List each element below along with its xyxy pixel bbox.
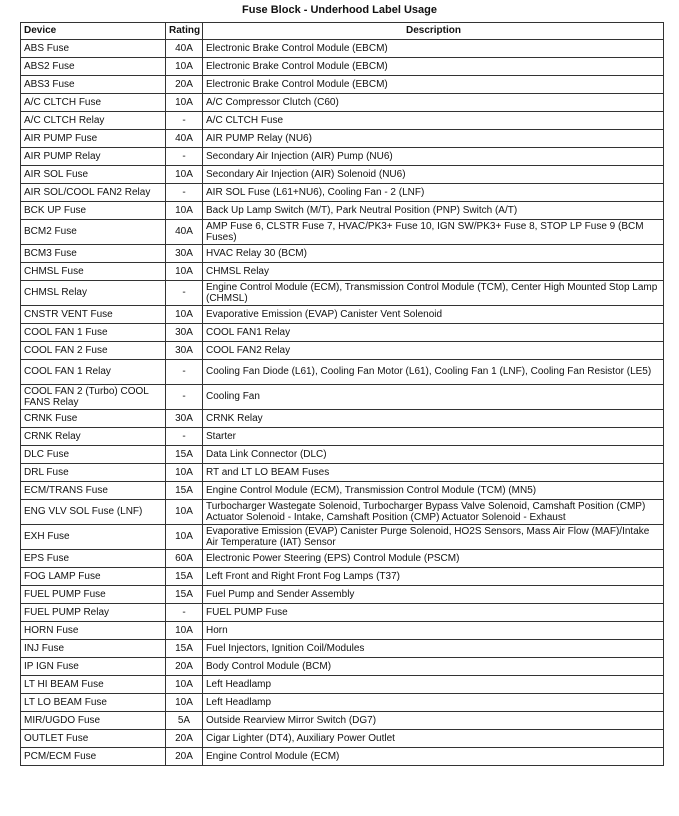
description-cell: Horn bbox=[203, 622, 664, 640]
description-cell: A/C Compressor Clutch (C60) bbox=[203, 94, 664, 112]
table-row bbox=[21, 446, 664, 464]
table-row bbox=[21, 730, 664, 748]
device-cell: COOL FAN 2 Fuse bbox=[21, 342, 166, 360]
rating-cell: - bbox=[166, 385, 203, 410]
column-header-description: Description bbox=[203, 23, 664, 40]
device-cell: ABS Fuse bbox=[21, 40, 166, 58]
device-cell: A/C CLTCH Fuse bbox=[21, 94, 166, 112]
rating-cell: - bbox=[166, 604, 203, 622]
description-cell: Secondary Air Injection (AIR) Pump (NU6) bbox=[203, 148, 664, 166]
fuse-table bbox=[20, 22, 664, 766]
device-cell: OUTLET Fuse bbox=[21, 730, 166, 748]
rating-cell: 20A bbox=[166, 748, 203, 766]
table-row bbox=[21, 586, 664, 604]
device-cell: EPS Fuse bbox=[21, 550, 166, 568]
table-row bbox=[21, 385, 664, 410]
device-cell: EXH Fuse bbox=[21, 525, 166, 550]
description-cell: Electronic Brake Control Module (EBCM) bbox=[203, 40, 664, 58]
table-row bbox=[21, 622, 664, 640]
description-cell: Starter bbox=[203, 428, 664, 446]
device-cell: ABS3 Fuse bbox=[21, 76, 166, 94]
table-row bbox=[21, 148, 664, 166]
description-cell: Evaporative Emission (EVAP) Canister Purge Solenoid, HO2S Sensors, Mass Air Flow (MAF)/Intake Air Temperature (IAT) Sensor bbox=[203, 525, 664, 550]
rating-cell: 10A bbox=[166, 676, 203, 694]
table-row bbox=[21, 525, 664, 550]
table-row bbox=[21, 306, 664, 324]
rating-cell: 15A bbox=[166, 640, 203, 658]
table-row bbox=[21, 40, 664, 58]
description-cell: Electronic Brake Control Module (EBCM) bbox=[203, 58, 664, 76]
description-cell: Engine Control Module (ECM), Transmission Control Module (TCM) (MN5) bbox=[203, 482, 664, 500]
column-header-device: Device bbox=[21, 23, 166, 40]
description-cell: Back Up Lamp Switch (M/T), Park Neutral Position (PNP) Switch (A/T) bbox=[203, 202, 664, 220]
table-row bbox=[21, 694, 664, 712]
table-row bbox=[21, 640, 664, 658]
table-row bbox=[21, 428, 664, 446]
device-cell: AIR SOL Fuse bbox=[21, 166, 166, 184]
device-cell: PCM/ECM Fuse bbox=[21, 748, 166, 766]
description-cell: CRNK Relay bbox=[203, 410, 664, 428]
table-row bbox=[21, 360, 664, 385]
device-cell: A/C CLTCH Relay bbox=[21, 112, 166, 130]
table-row bbox=[21, 550, 664, 568]
description-cell: HVAC Relay 30 (BCM) bbox=[203, 245, 664, 263]
rating-cell: 30A bbox=[166, 245, 203, 263]
description-cell: Left Headlamp bbox=[203, 676, 664, 694]
table-row bbox=[21, 712, 664, 730]
description-cell: Left Front and Right Front Fog Lamps (T37) bbox=[203, 568, 664, 586]
description-cell: AMP Fuse 6, CLSTR Fuse 7, HVAC/PK3+ Fuse 10, IGN SW/PK3+ Fuse 8, STOP LP Fuse 9 (BCM Fuses) bbox=[203, 220, 664, 245]
rating-cell: - bbox=[166, 148, 203, 166]
description-cell: Cooling Fan bbox=[203, 385, 664, 410]
device-cell: CHMSL Fuse bbox=[21, 263, 166, 281]
device-cell: LT LO BEAM Fuse bbox=[21, 694, 166, 712]
description-cell: Body Control Module (BCM) bbox=[203, 658, 664, 676]
rating-cell: 20A bbox=[166, 730, 203, 748]
header-row bbox=[21, 23, 664, 40]
rating-cell: 10A bbox=[166, 94, 203, 112]
page-title: Fuse Block - Underhood Label Usage bbox=[242, 4, 437, 16]
table-row bbox=[21, 748, 664, 766]
rating-cell: 15A bbox=[166, 482, 203, 500]
description-cell: COOL FAN1 Relay bbox=[203, 324, 664, 342]
rating-cell: 10A bbox=[166, 525, 203, 550]
description-cell: COOL FAN2 Relay bbox=[203, 342, 664, 360]
table-row bbox=[21, 112, 664, 130]
description-cell: RT and LT LO BEAM Fuses bbox=[203, 464, 664, 482]
description-cell: Fuel Pump and Sender Assembly bbox=[203, 586, 664, 604]
description-cell: FUEL PUMP Fuse bbox=[203, 604, 664, 622]
table-row bbox=[21, 324, 664, 342]
device-cell: ECM/TRANS Fuse bbox=[21, 482, 166, 500]
device-cell: HORN Fuse bbox=[21, 622, 166, 640]
table-row bbox=[21, 202, 664, 220]
rating-cell: 40A bbox=[166, 220, 203, 245]
device-cell: FUEL PUMP Fuse bbox=[21, 586, 166, 604]
description-cell: AIR SOL Fuse (L61+NU6), Cooling Fan - 2 (LNF) bbox=[203, 184, 664, 202]
table-row bbox=[21, 500, 664, 525]
device-cell: COOL FAN 1 Fuse bbox=[21, 324, 166, 342]
device-cell: CRNK Relay bbox=[21, 428, 166, 446]
device-cell: DRL Fuse bbox=[21, 464, 166, 482]
device-cell: BCM2 Fuse bbox=[21, 220, 166, 245]
table-row bbox=[21, 94, 664, 112]
description-cell: Cooling Fan Diode (L61), Cooling Fan Motor (L61), Cooling Fan 1 (LNF), Cooling Fan Resistor (LE5) bbox=[203, 360, 664, 385]
device-cell: FUEL PUMP Relay bbox=[21, 604, 166, 622]
description-cell: Secondary Air Injection (AIR) Solenoid (NU6) bbox=[203, 166, 664, 184]
table-row bbox=[21, 410, 664, 428]
table-row bbox=[21, 130, 664, 148]
rating-cell: 10A bbox=[166, 694, 203, 712]
device-cell: CRNK Fuse bbox=[21, 410, 166, 428]
table-row bbox=[21, 76, 664, 94]
device-cell: BCM3 Fuse bbox=[21, 245, 166, 263]
description-cell: Electronic Power Steering (EPS) Control Module (PSCM) bbox=[203, 550, 664, 568]
device-cell: BCK UP Fuse bbox=[21, 202, 166, 220]
rating-cell: 30A bbox=[166, 342, 203, 360]
description-cell: Electronic Brake Control Module (EBCM) bbox=[203, 76, 664, 94]
device-cell: FOG LAMP Fuse bbox=[21, 568, 166, 586]
rating-cell: 5A bbox=[166, 712, 203, 730]
rating-cell: 60A bbox=[166, 550, 203, 568]
table-body bbox=[21, 40, 664, 766]
rating-cell: 30A bbox=[166, 410, 203, 428]
rating-cell: 40A bbox=[166, 130, 203, 148]
table-row bbox=[21, 676, 664, 694]
description-cell: A/C CLTCH Fuse bbox=[203, 112, 664, 130]
table-row bbox=[21, 245, 664, 263]
table-row bbox=[21, 184, 664, 202]
table-row bbox=[21, 482, 664, 500]
device-cell: COOL FAN 1 Relay bbox=[21, 360, 166, 385]
device-cell: MIR/UGDO Fuse bbox=[21, 712, 166, 730]
description-cell: Outside Rearview Mirror Switch (DG7) bbox=[203, 712, 664, 730]
device-cell: DLC Fuse bbox=[21, 446, 166, 464]
description-cell: Fuel Injectors, Ignition Coil/Modules bbox=[203, 640, 664, 658]
column-header-rating: Rating bbox=[166, 23, 203, 40]
device-cell: AIR PUMP Relay bbox=[21, 148, 166, 166]
table-row bbox=[21, 568, 664, 586]
table-row bbox=[21, 464, 664, 482]
rating-cell: 10A bbox=[166, 464, 203, 482]
device-cell: LT HI BEAM Fuse bbox=[21, 676, 166, 694]
rating-cell: 10A bbox=[166, 306, 203, 324]
description-cell: Cigar Lighter (DT4), Auxiliary Power Outlet bbox=[203, 730, 664, 748]
table-row bbox=[21, 58, 664, 76]
rating-cell: 20A bbox=[166, 658, 203, 676]
rating-cell: 10A bbox=[166, 622, 203, 640]
device-cell: ENG VLV SOL Fuse (LNF) bbox=[21, 500, 166, 525]
device-cell: AIR SOL/COOL FAN2 Relay bbox=[21, 184, 166, 202]
table-row bbox=[21, 220, 664, 245]
device-cell: AIR PUMP Fuse bbox=[21, 130, 166, 148]
description-cell: CHMSL Relay bbox=[203, 263, 664, 281]
rating-cell: 10A bbox=[166, 58, 203, 76]
rating-cell: 10A bbox=[166, 166, 203, 184]
table-row bbox=[21, 281, 664, 306]
rating-cell: 15A bbox=[166, 568, 203, 586]
device-cell: ABS2 Fuse bbox=[21, 58, 166, 76]
table-row bbox=[21, 604, 664, 622]
rating-cell: 10A bbox=[166, 500, 203, 525]
device-cell: IP IGN Fuse bbox=[21, 658, 166, 676]
description-cell: AIR PUMP Relay (NU6) bbox=[203, 130, 664, 148]
device-cell: INJ Fuse bbox=[21, 640, 166, 658]
rating-cell: - bbox=[166, 281, 203, 306]
device-cell: CHMSL Relay bbox=[21, 281, 166, 306]
table-row bbox=[21, 166, 664, 184]
rating-cell: - bbox=[166, 112, 203, 130]
rating-cell: - bbox=[166, 360, 203, 385]
description-cell: Data Link Connector (DLC) bbox=[203, 446, 664, 464]
rating-cell: - bbox=[166, 184, 203, 202]
rating-cell: 15A bbox=[166, 586, 203, 604]
table-row bbox=[21, 658, 664, 676]
description-cell: Evaporative Emission (EVAP) Canister Vent Solenoid bbox=[203, 306, 664, 324]
rating-cell: 30A bbox=[166, 324, 203, 342]
device-cell: COOL FAN 2 (Turbo) COOL FANS Relay bbox=[21, 385, 166, 410]
description-cell: Left Headlamp bbox=[203, 694, 664, 712]
table-row bbox=[21, 342, 664, 360]
description-cell: Engine Control Module (ECM) bbox=[203, 748, 664, 766]
rating-cell: 10A bbox=[166, 263, 203, 281]
device-cell: CNSTR VENT Fuse bbox=[21, 306, 166, 324]
table-row bbox=[21, 263, 664, 281]
rating-cell: - bbox=[166, 428, 203, 446]
rating-cell: 40A bbox=[166, 40, 203, 58]
description-cell: Turbocharger Wastegate Solenoid, Turbocharger Bypass Valve Solenoid, Camshaft Position (CMP) Actuator Solenoid - Intake, Camshaft Position (CMP) Actuator Solenoid - Exhaust bbox=[203, 500, 664, 525]
rating-cell: 20A bbox=[166, 76, 203, 94]
description-cell: Engine Control Module (ECM), Transmission Control Module (TCM), Center High Mounted Stop Lamp (CHMSL) bbox=[203, 281, 664, 306]
rating-cell: 10A bbox=[166, 202, 203, 220]
rating-cell: 15A bbox=[166, 446, 203, 464]
